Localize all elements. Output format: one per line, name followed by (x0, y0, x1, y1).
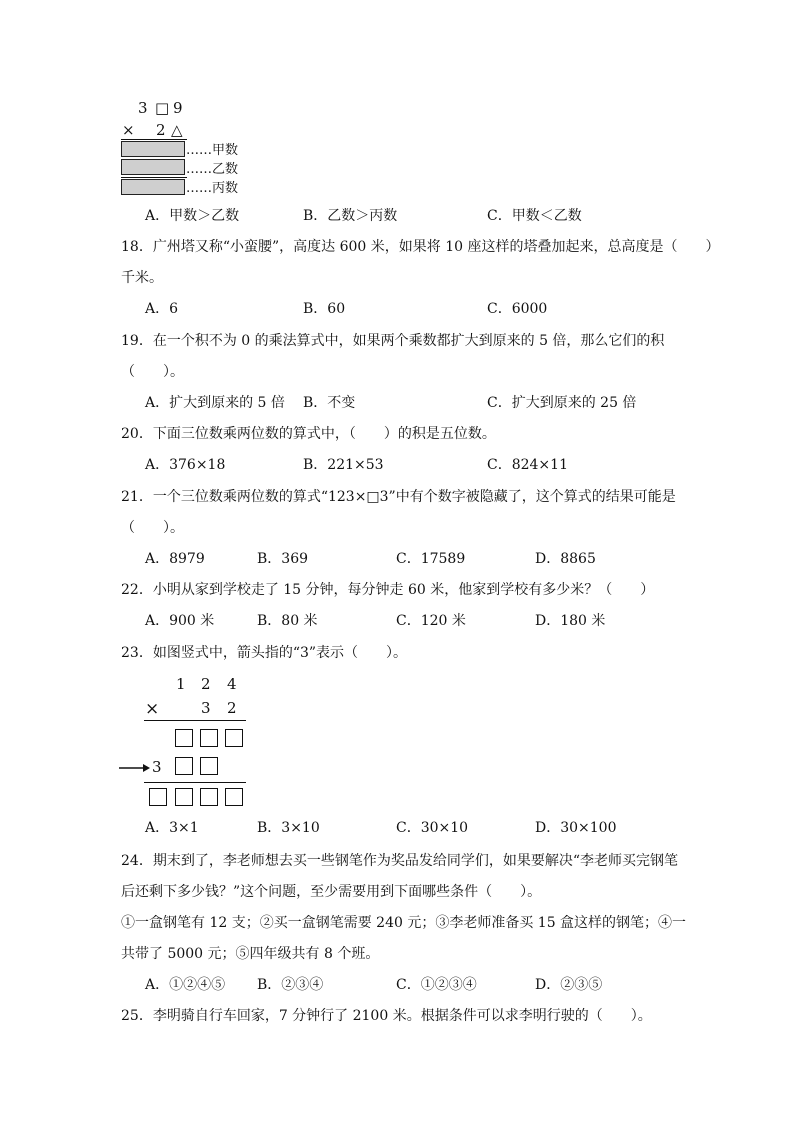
q23-option-b[interactable]: B．3×10 (257, 820, 320, 836)
q23-option-d[interactable]: D．30×100 (535, 820, 617, 836)
q19-text: 19．在一个积不为 0 的乘法算式中，如果两个乘数都扩大到原来的 5 倍，那么它们的积 (121, 333, 665, 349)
q22-option-d[interactable]: D．180 米 (535, 613, 606, 629)
q23-text: 23．如图竖式中，箭头指的“3”表示（ ）。 (121, 645, 408, 661)
q18-text-cont: 千米。 (121, 270, 163, 286)
q22-option-b[interactable]: B．80 米 (257, 613, 318, 629)
q17-option-a[interactable]: A．甲数＞乙数 (145, 208, 240, 224)
q23-option-a[interactable]: A．3×1 (145, 820, 199, 836)
q23-arrow-digit: 3 (152, 758, 162, 776)
q19-option-b[interactable]: B．不变 (303, 395, 356, 411)
q23-divider (144, 720, 246, 721)
q18-option-b[interactable]: B．60 (303, 301, 346, 317)
q23-blank-box (225, 729, 243, 747)
q20-option-c[interactable]: C．824×11 (487, 457, 568, 473)
fig17-bar-yi (121, 159, 185, 175)
q22-option-c[interactable]: C．120 米 (396, 613, 466, 629)
q23-digit: 2 (227, 699, 237, 717)
fig17-bar-jia (121, 141, 185, 157)
q20-option-b[interactable]: B．221×53 (303, 457, 384, 473)
q23-blank-box (225, 788, 243, 806)
q24-conditions-cont: 共带了 5000 元；⑤四年级共有 8 个班。 (121, 946, 380, 962)
q24-text-cont: 后还剩下多少钱？”这个问题，至少需要用到下面哪些条件（ ）。 (121, 884, 542, 900)
q23-option-c[interactable]: C．30×10 (396, 820, 469, 836)
q21-option-d[interactable]: D．8865 (535, 551, 596, 567)
q17-option-c[interactable]: C．甲数＜乙数 (487, 208, 582, 224)
q19-text-cont: （ ）。 (121, 364, 184, 380)
q20-text: 20．下面三位数乘两位数的算式中，（ ）的积是五位数。 (121, 426, 496, 442)
q18-text: 18．广州塔又称“小蛮腰”，高度达 600 米，如果将 10 座这样的塔叠加起来，总高度是（ ） (121, 239, 720, 255)
q22-text: 22．小明从家到学校走了 15 分钟，每分钟走 60 米，他家到学校有多少米？（ ） (121, 582, 655, 598)
q24-conditions: ①一盒钢笔有 12 支；②买一盒钢笔需要 240 元；③李老师准备买 15 盒这样的钢笔；④一 (121, 915, 687, 931)
q25-text: 25．李明骑自行车回家，7 分钟行了 2100 米。根据条件可以求李明行驶的（ ）。 (121, 1008, 652, 1024)
q23-blank-box (200, 757, 218, 775)
q23-blank-box (175, 729, 193, 747)
fig17-times-sign: × (122, 121, 135, 139)
q23-digit: 4 (227, 675, 237, 693)
fig17-digit: 9 (173, 99, 183, 117)
q23-digit: 1 (176, 675, 186, 693)
fig17-hidden-box: □ (155, 99, 170, 117)
fig17-label-yi: ……乙数 (186, 162, 239, 177)
q21-option-a[interactable]: A．8979 (145, 551, 205, 567)
arrow-icon (119, 762, 151, 778)
q24-text: 24．期末到了，李老师想去买一些钢笔作为奖品发给同学们，如果要解决“李老师买完钢笔 (121, 853, 678, 869)
q23-divider (144, 782, 246, 783)
q21-text: 21．一个三位数乘两位数的算式“123×□3”中有个数字被隐藏了，这个算式的结果可能是 (121, 489, 676, 505)
q18-option-a[interactable]: A．6 (145, 301, 179, 317)
q18-option-c[interactable]: C．6000 (487, 301, 548, 317)
q23-blank-box (200, 788, 218, 806)
q23-digit: 3 (201, 699, 211, 717)
q23-blank-box (149, 788, 167, 806)
q23-blank-box (200, 729, 218, 747)
q21-option-b[interactable]: B．369 (257, 551, 309, 567)
q21-text-cont: （ ）。 (121, 520, 184, 536)
q24-option-c[interactable]: C．①②③④ (396, 977, 477, 993)
q24-option-a[interactable]: A．①②④⑤ (145, 977, 226, 993)
q17-option-b[interactable]: B．乙数＞丙数 (303, 208, 398, 224)
q24-option-b[interactable]: B．②③④ (257, 977, 324, 993)
q22-option-a[interactable]: A．900 米 (145, 613, 215, 629)
q23-digit: 2 (201, 675, 211, 693)
fig17-triangle: △ (171, 121, 183, 139)
fig17-bar-bing (121, 179, 185, 195)
q19-option-a[interactable]: A．扩大到原来的 5 倍 (145, 395, 285, 411)
q23-blank-box (175, 788, 193, 806)
fig17-divider (121, 139, 187, 140)
q23-blank-box (175, 757, 193, 775)
q21-option-c[interactable]: C．17589 (396, 551, 466, 567)
q19-option-c[interactable]: C．扩大到原来的 25 倍 (487, 395, 637, 411)
fig17-label-jia: ……甲数 (186, 143, 239, 158)
fig17-divider (121, 177, 187, 178)
q24-option-d[interactable]: D．②③⑤ (535, 977, 603, 993)
q23-times-sign: × (145, 699, 160, 719)
fig17-digit: 2 (156, 121, 166, 139)
fig17-digit: 3 (138, 99, 148, 117)
q20-option-a[interactable]: A．376×18 (145, 457, 226, 473)
fig17-label-bing: ……丙数 (186, 181, 239, 196)
